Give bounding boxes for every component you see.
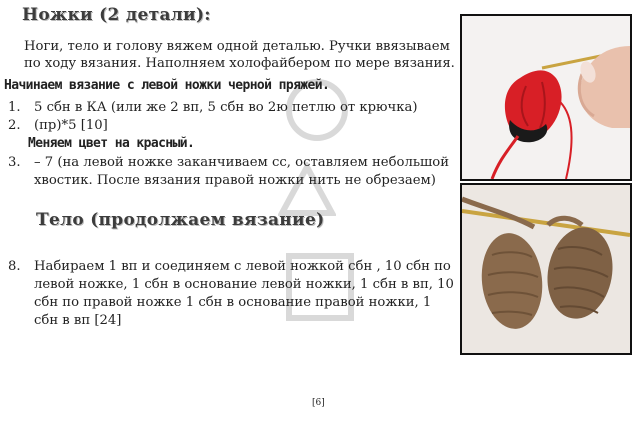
step-number: 3. <box>8 155 21 170</box>
brown-crochet-legs-photo <box>460 183 632 355</box>
step-8 <box>8 258 456 330</box>
step-3 <box>8 154 458 190</box>
intro-paragraph: Ноги, тело и голову вяжем одной деталью. Ручки ввязываем по ходу вязания. Наполняем холофайбером по мере вязания. <box>24 39 455 71</box>
color-change-note: Меняем цвет на красный. <box>28 136 195 151</box>
page-number: [6] <box>312 398 325 408</box>
step-text: (пр)*5 [10] <box>34 118 108 133</box>
section-title-legs: Ножки (2 детали): <box>22 5 211 25</box>
step-text: 5 сбн в КА (или же 2 вп, 5 сбн во 2ю петлю от крючка) <box>34 100 418 115</box>
step-number: 2. <box>8 118 21 133</box>
section-title-body: Тело (продолжаем вязание) <box>36 210 325 230</box>
step-number: 8. <box>8 259 21 274</box>
step-2 <box>8 117 448 135</box>
step-number: 1. <box>8 100 21 115</box>
step-text: – 7 (на левой ножке заканчиваем сс, оставляем небольшой хвостик. После вязания правой ножки нить не обрезаем) <box>34 155 450 188</box>
step-text: Набираем 1 вп и соединяем с левой ножкой сбн , 10 сбн по левой ножке, 1 сбн в основание левой ножки, 1 сбн в вп, 10 сбн по правой ножке 1 сбн в основание правой ножки, 1 сбн в вп [24] <box>34 259 454 328</box>
red-black-crochet-leg-photo <box>460 14 632 181</box>
start-note: Начинаем вязание с левой ножки черной пряжей. <box>4 78 330 93</box>
step-1 <box>8 99 448 117</box>
